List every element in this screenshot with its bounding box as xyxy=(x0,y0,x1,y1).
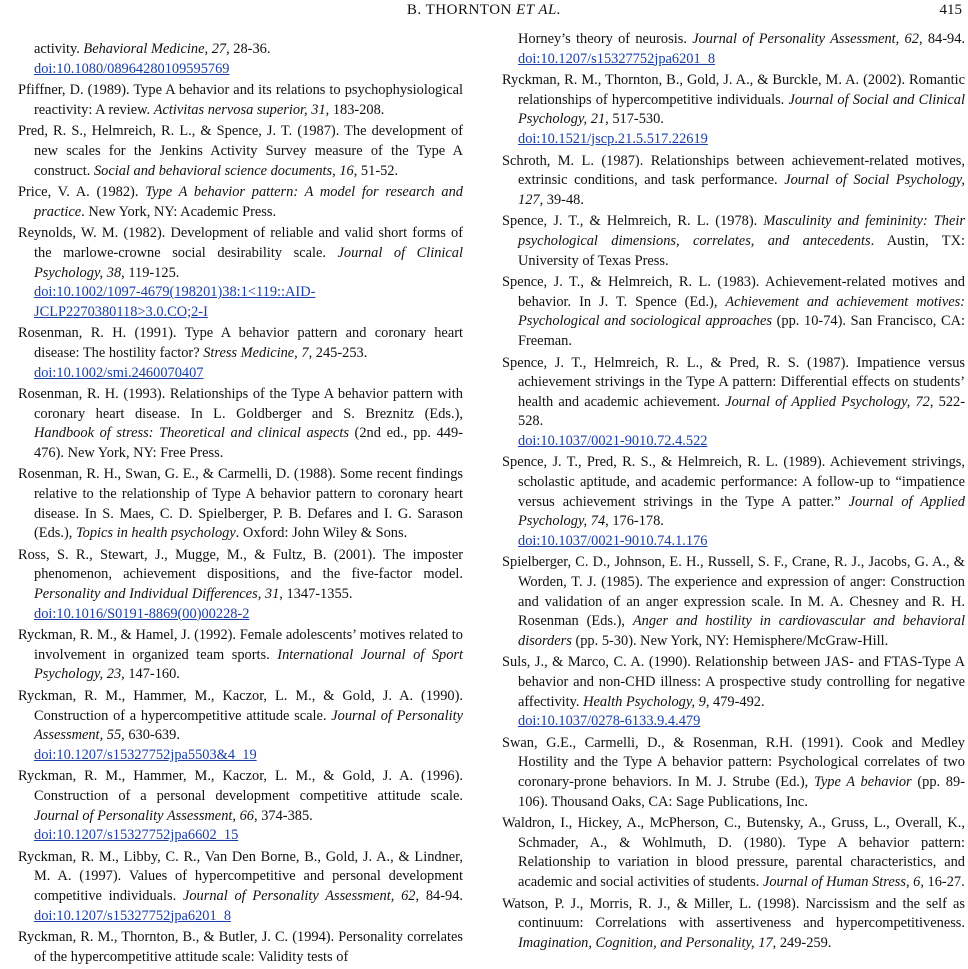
reference-entry xyxy=(502,814,965,892)
reference-volume: , 6 xyxy=(905,873,921,890)
reference-pages: . New York, NY: Academic Press. xyxy=(81,203,277,220)
reference-entry xyxy=(502,212,965,271)
reference-entry xyxy=(18,224,463,322)
running-head-author: B. THORNTON xyxy=(406,2,512,18)
reference-pages: (pp. 5-30). New York, NY: Hemisphere/McGraw-Hill. xyxy=(571,632,889,649)
reference-source: Topics in health psychology xyxy=(75,525,236,542)
reference-volume: , 21 xyxy=(583,111,606,128)
reference-text: Reynolds, W. M. (1982). Development of reliable and valid short forms of the marlowe-crowne social desirability scale. xyxy=(18,225,463,261)
reference-text: Waldron, I., Hickey, A., McPherson, C., Butensky, A., Gruss, L., Overall, K., Schmader, A., & Wohlmuth, D. (1980). Type A behavior pattern: Relationship to variation in blood pressure, parental characteristics, and academic and social activities of students. xyxy=(502,815,965,890)
reference-volume: , 72 xyxy=(906,393,930,410)
doi-link[interactable]: doi:10.1002/smi.2460070407 xyxy=(34,364,204,381)
reference-entry xyxy=(502,71,965,149)
reference-entry xyxy=(18,122,463,181)
reference-volume: , 23 xyxy=(99,666,122,683)
reference-text: Spence, J. T., & Helmreich, R. L. (1983). Achievement-related motives and behavior. In J. T. Spence (Ed.), xyxy=(502,274,965,310)
reference-entry xyxy=(502,734,965,812)
reference-volume: , 31 xyxy=(304,101,326,118)
reference-source: Anger and hostility in cardiovascular and behavioral disorders xyxy=(518,613,965,649)
reference-pages: , 147-160. xyxy=(121,666,180,683)
reference-entry xyxy=(18,324,463,383)
reference-volume: , 74 xyxy=(583,513,606,530)
reference-column-left xyxy=(18,40,463,969)
reference-text: Suls, J., & Marco, C. A. (1990). Relationship between JAS- and FTAS-Type A behavior and non-CHD illness: A prospective study controlling for negative affectivity. xyxy=(502,654,965,710)
reference-volume: , 17 xyxy=(751,934,773,951)
reference-entry xyxy=(18,40,463,79)
reference-source: Journal of Personality Assessment xyxy=(34,807,233,824)
reference-source: Journal of Applied Psychology xyxy=(725,393,907,410)
reference-source: Type A behavior pattern: A model for research and practice xyxy=(34,184,463,220)
reference-source: Masculinity and femininity: Their psychological dimensions, correlates, and antecedents xyxy=(518,213,965,249)
reference-text: Ryckman, R. M., Thornton, B., & Butler, J. C. (1994). Personality correlates of the hypercompetitive attitude scale: Validity tests of xyxy=(18,929,463,965)
reference-text: Ryckman, R. M., Hammer, M., Kaczor, L. M., & Gold, J. A. (1996). Construction of a personal development competitive attitude scale. xyxy=(18,768,463,804)
reference-volume: , 27 xyxy=(204,41,227,57)
reference-text: Spence, J. T., Pred, R. S., & Helmreich, R. L. (1989). Achievement strivings, scholastic aptitude, and academic performance: A follow-up to “impatience versus achievement strivings in the Type A patter.” xyxy=(502,454,965,510)
reference-text: Rosenman, R. H. (1993). Relationships of the Type A behavior pattern with coronary heart disease. In L. Goldberger and S. Breznitz (Eds.), xyxy=(18,386,463,422)
reference-source: Behavioral Medicine xyxy=(83,41,205,57)
reference-entry xyxy=(18,928,463,967)
running-head-etal: ET AL. xyxy=(516,2,562,18)
reference-volume: , 38 xyxy=(99,264,122,281)
reference-entry xyxy=(502,453,965,551)
reference-volume: , 7 xyxy=(294,344,309,361)
reference-text: Watson, P. J., Morris, R. J., & Miller, L. (1998). Narcissism and the self as continuum: Correlations with assertiveness and hypercompetitiveness. xyxy=(502,895,965,932)
reference-source: Health Psychology xyxy=(583,693,692,710)
reference-source: Journal of Applied Psychology xyxy=(518,493,965,530)
reference-pages: (2nd ed., pp. 449-476). New York, NY: Free Press. xyxy=(34,425,463,461)
reference-pages: , 374-385. xyxy=(254,807,313,824)
doi-link[interactable]: doi:10.1207/s15327752jpa5503&4_19 xyxy=(34,746,257,763)
reference-text: Price, V. A. (1982). xyxy=(18,184,146,201)
reference-text: Spielberger, C. D., Johnson, E. H., Russell, S. F., Crane, R. J., Jacobs, G. A., & Worden, T. J. (1985). The experience and expression of anger: Construction and validation of an anger expression scale. In M. A. Chesney and R. H. Rosenman (Eds.), xyxy=(502,554,965,630)
doi-link[interactable]: doi:10.1037/0021-9010.72.4.522 xyxy=(518,432,708,449)
reference-entry xyxy=(18,546,463,624)
reference-pages: , 183-208. xyxy=(325,101,385,118)
reference-text: Rosenman, R. H. (1991). Type A behavior pattern and coronary heart disease: The hostility factor? xyxy=(18,325,463,361)
reference-text: Ryckman, R. M., & Hamel, J. (1992). Female adolescents’ motives related to involvement in organized team sports. xyxy=(18,627,463,663)
reference-pages: , 84-94. xyxy=(415,887,463,904)
reference-volume: , 127 xyxy=(518,172,966,208)
reference-source: Journal of Personality Assessment xyxy=(182,887,391,904)
reference-source: Handbook of stress: Theoretical and clinical aspects xyxy=(34,425,349,442)
doi-link[interactable]: doi:10.1521/jscp.21.5.517.22619 xyxy=(518,130,708,147)
reference-source: Personality and Individual Differences xyxy=(34,586,258,603)
doi-link[interactable]: doi:10.1037/0021-9010.74.1.176 xyxy=(518,532,708,549)
reference-source: Journal of Social and Clinical Psychology xyxy=(518,91,965,128)
doi-link[interactable]: doi:10.1016/S0191-8869(00)00228-2 xyxy=(34,605,250,622)
reference-entry xyxy=(502,653,965,731)
reference-source: Activitas nervosa superior xyxy=(153,101,305,118)
reference-source: Type A behavior xyxy=(813,773,912,790)
reference-source: Journal of Personality Assessment xyxy=(692,31,896,47)
reference-entry xyxy=(18,687,463,765)
reference-source: Journal of Human Stress xyxy=(762,873,906,890)
page-number: 415 xyxy=(939,2,962,18)
reference-volume: , 16 xyxy=(332,162,354,179)
reference-text: Rosenman, R. H., Swan, G. E., & Carmelli, D. (1988). Some recent findings relative to the relationship of Type A behavior pattern to coronary heart disease. In S. Maes, C. D. Spielberger, P. B. Defares and I. G. Sarason (Eds.), xyxy=(18,466,463,542)
reference-entry xyxy=(502,273,965,351)
reference-pages: , 16-27. xyxy=(920,873,965,890)
reference-text: Spence, J. T., & Helmreich, R. L. (1978). xyxy=(502,213,764,230)
reference-volume: , 55 xyxy=(99,727,122,744)
reference-pages: , 84-94. xyxy=(918,31,965,47)
reference-text: Spence, J. T., Helmreich, R. L., & Pred, R. S. (1987). Impatience versus achievement strivings in the Type A pattern: Differential effects on students’ health and academic achievement. xyxy=(502,354,965,410)
reference-entry xyxy=(18,626,463,685)
doi-link[interactable]: doi:10.1207/s15327752jpa6201_8 xyxy=(34,907,232,924)
reference-entry xyxy=(18,81,463,120)
reference-source: Journal of Personality Assessment xyxy=(34,707,463,744)
reference-volume: , 66 xyxy=(232,807,254,824)
reference-entry xyxy=(18,767,463,845)
running-head xyxy=(0,2,968,19)
reference-entry xyxy=(502,895,965,954)
reference-source: Journal of Clinical Psychology xyxy=(34,244,463,281)
reference-pages: , 522-528. xyxy=(518,393,965,430)
reference-pages: , 245-253. xyxy=(308,344,368,361)
reference-entry xyxy=(18,848,463,926)
reference-volume: , 9 xyxy=(691,693,706,710)
reference-pages: . Austin, TX: University of Texas Press. xyxy=(518,232,965,269)
doi-link[interactable]: doi:10.1002/1097-4679(198201)38:1<119::AID-JCLP2270380118>3.0.CO;2-I xyxy=(34,284,316,320)
doi-link[interactable]: doi:10.1207/s15327752jpa6602_15 xyxy=(34,827,239,844)
reference-pages: , 39-48. xyxy=(539,191,584,208)
reference-text: Ross, S. R., Stewart, J., Mugge, M., & Fultz, B. (2001). The imposter phenomenon, achievement dispositions, and the five-factor model. xyxy=(18,546,463,583)
reference-entry xyxy=(502,553,965,651)
doi-link[interactable]: doi:10.1207/s15327752jpa6201_8 xyxy=(518,50,716,67)
reference-text: Horney’s theory of neurosis. xyxy=(518,31,693,47)
reference-pages: , 176-178. xyxy=(605,513,664,530)
reference-source: Achievement and achievement motives: Psychological and sociological approaches xyxy=(518,293,965,330)
reference-entry xyxy=(18,385,463,463)
reference-entry xyxy=(18,183,463,222)
reference-text: Ryckman, R. M., Thornton, B., Gold, J. A., & Burckle, M. A. (2002). Romantic relationships of hypercompetitive individuals. xyxy=(502,72,965,108)
reference-source: Stress Medicine xyxy=(203,344,295,361)
reference-pages: , 517-530. xyxy=(605,111,664,128)
reference-source: Imagination, Cognition, and Personality xyxy=(518,934,752,951)
reference-pages: , 51-52. xyxy=(353,162,399,179)
reference-text: Ryckman, R. M., Libby, C. R., Van Den Borne, B., Gold, J. A., & Lindner, M. A. (1997). Values of hypercompetitive and personal development competitive individuals. xyxy=(18,848,463,904)
reference-entry xyxy=(502,354,965,452)
reference-volume: , 62 xyxy=(390,887,416,904)
reference-text: Schroth, M. L. (1987). Relationships between achievement-related motives, extrinsic conditions, and task performance. xyxy=(502,152,965,189)
reference-pages: , 249-259. xyxy=(772,934,832,951)
doi-link[interactable]: doi:10.1080/08964280109595769 xyxy=(34,60,230,77)
reference-pages: , 1347-1355. xyxy=(279,586,353,603)
reference-source: Social and behavioral science documents xyxy=(93,162,333,179)
reference-volume: , 31 xyxy=(257,586,280,603)
reference-pages: (pp. 89-106). Thousand Oaks, CA: Sage Publications, Inc. xyxy=(518,773,965,810)
reference-pages: , 479-492. xyxy=(705,693,765,710)
reference-entry xyxy=(18,465,463,543)
reference-text: Pred, R. S., Helmreich, R. L., & Spence, J. T. (1987). The development of new scales for the Jenkins Activity Survey measure of the Type A construct. xyxy=(18,123,463,179)
reference-pages: , 119-125. xyxy=(121,264,180,281)
running-header xyxy=(0,0,968,28)
reference-column-right xyxy=(502,30,965,955)
reference-pages: (pp. 10-74). San Francisco, CA: Freeman. xyxy=(518,313,965,349)
reference-volume: , 62 xyxy=(895,31,919,47)
reference-source: International Journal of Sport Psychology xyxy=(34,646,463,683)
reference-pages: . Oxford: John Wiley & Sons. xyxy=(235,525,408,542)
reference-text: activity. xyxy=(34,41,84,57)
reference-source: Journal of Social Psychology xyxy=(784,172,962,189)
reference-text: Swan, G.E., Carmelli, D., & Rosenman, R.H. (1991). Cook and Medley Hostility and the Type A behavior pattern: Psychological correlates of two coronary-prone behaviors. In M. J. Strube (Ed.), xyxy=(502,734,965,790)
reference-pages: , 28-36. xyxy=(226,41,271,57)
doi-link[interactable]: doi:10.1037/0278-6133.9.4.479 xyxy=(518,713,701,730)
reference-entry xyxy=(502,30,965,69)
reference-text: Pfiffner, D. (1989). Type A behavior and its relations to psychophysiological reactivity: A review. xyxy=(18,82,463,118)
reference-entry xyxy=(502,152,965,211)
reference-text: Ryckman, R. M., Hammer, M., Kaczor, L. M., & Gold, J. A. (1990). Construction of a hypercompetitive attitude scale. xyxy=(18,688,463,724)
reference-pages: , 630-639. xyxy=(121,727,180,744)
